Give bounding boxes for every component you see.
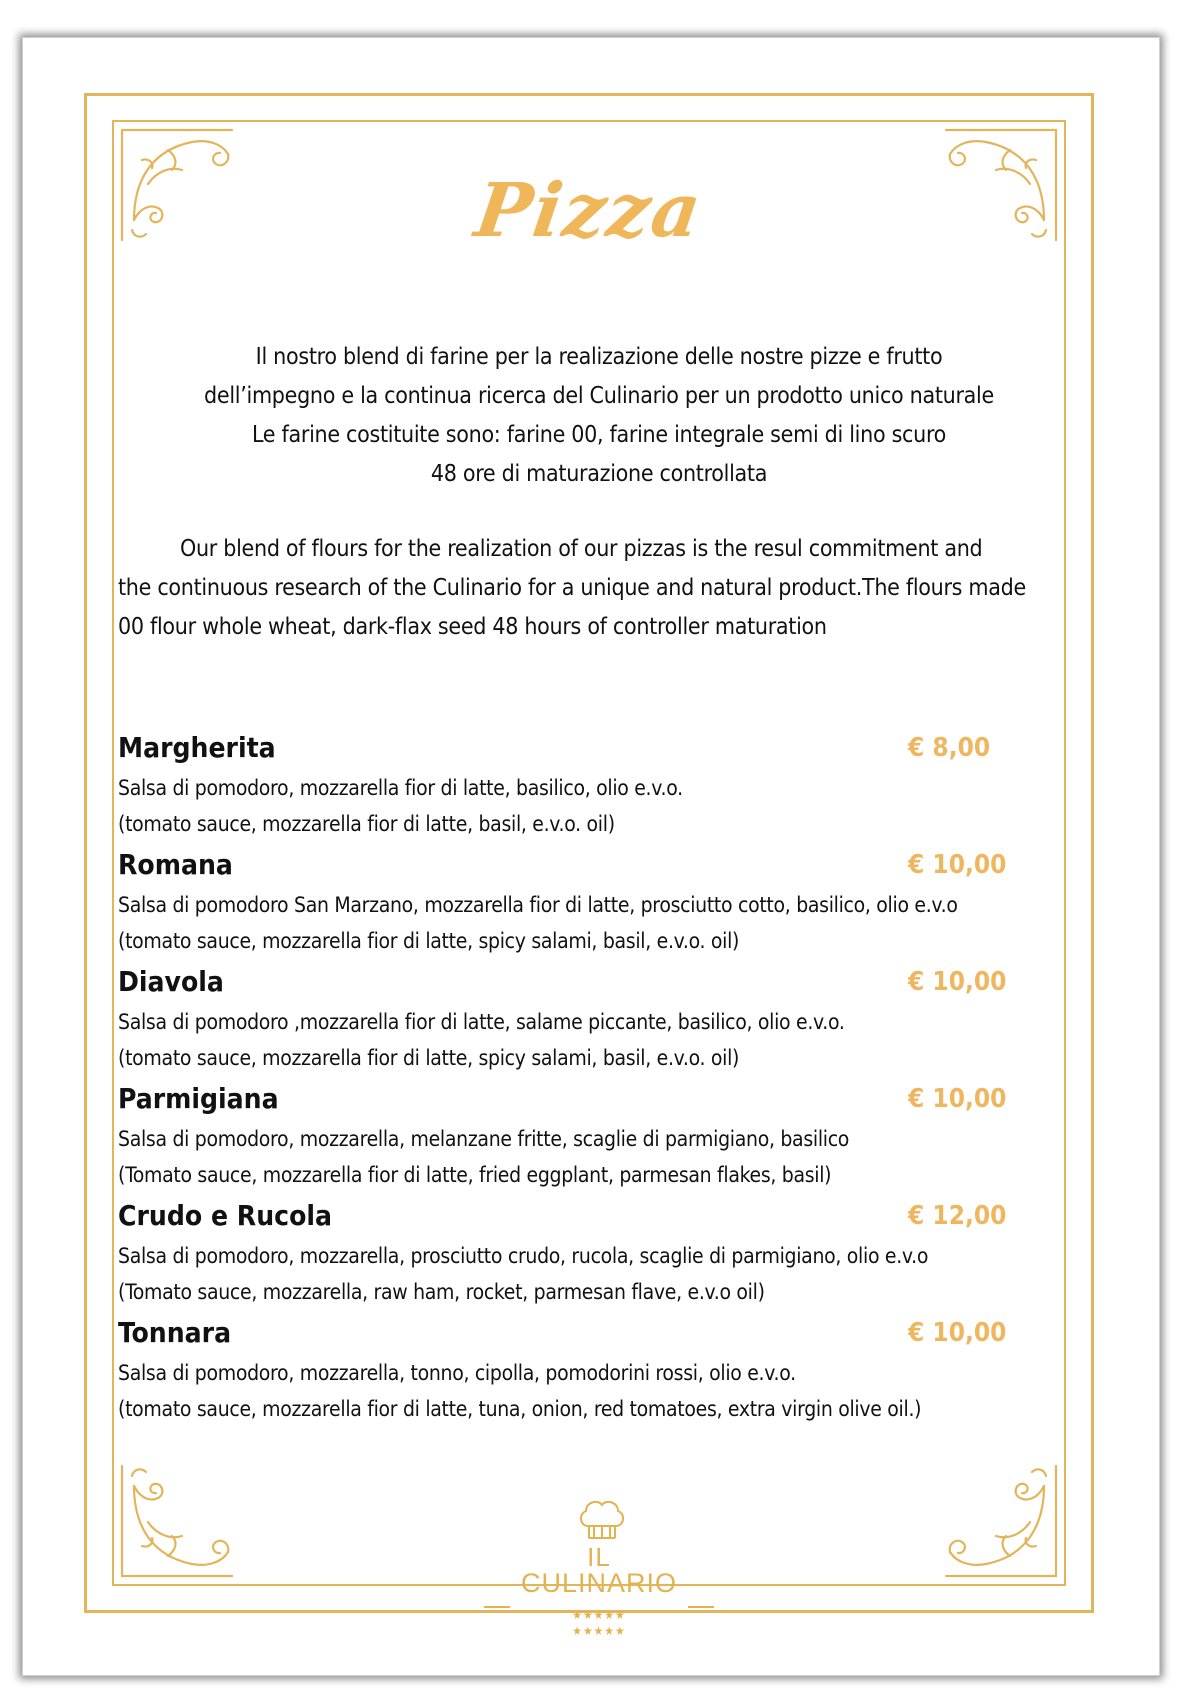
logo-text-brand: CULINARIO	[520, 1568, 678, 1598]
intro-en-line: 00 flour whole wheat, dark-flax seed 48 hours of controller maturation	[118, 614, 827, 640]
chef-hat-icon	[576, 1496, 628, 1544]
menu-item-description	[118, 1238, 928, 1310]
menu-item-desc-en: (tomato sauce, mozzarella fior di latte, spicy salami, basil, e.v.o. oil)	[118, 929, 740, 953]
logo-stars-row: ★★★★★	[572, 1608, 626, 1622]
menu-item-price: € 12,00	[908, 1201, 1007, 1231]
intro-en-line: Our blend of flours for the realization of our pizzas is the resul commitment and	[180, 536, 983, 562]
menu-item	[118, 1079, 1018, 1196]
pizza-menu-list	[118, 728, 1018, 1430]
intro-it-line: dell’impegno e la continua ricerca del Culinario per un prodotto unico naturale	[204, 383, 994, 409]
logo-stars-row: ★★★★★	[572, 1624, 626, 1638]
page-title: Pizza	[470, 168, 708, 254]
menu-item-price: € 8,00	[908, 733, 991, 763]
menu-item-desc-en: (tomato sauce, mozzarella fior di latte, tuna, onion, red tomatoes, extra virgin olive oil.)	[118, 1397, 922, 1421]
menu-item-price: € 10,00	[908, 967, 1007, 997]
menu-item-name: Diavola	[118, 965, 224, 998]
menu-item-name: Crudo e Rucola	[118, 1199, 333, 1232]
menu-item-desc-en: (tomato sauce, mozzarella fior di latte, basil, e.v.o. oil)	[118, 812, 615, 836]
il-culinario-logo	[484, 1496, 714, 1646]
intro-italian	[118, 338, 1080, 494]
menu-item-desc-it: Salsa di pomodoro, mozzarella, tonno, cipolla, pomodorini rossi, olio e.v.o.	[118, 1361, 796, 1385]
menu-item-description	[118, 770, 683, 842]
menu-item	[118, 1196, 1018, 1313]
menu-item-desc-it: Salsa di pomodoro San Marzano, mozzarella fior di latte, prosciutto cotto, basilico, olio e.v.o	[118, 893, 958, 917]
ornament-corner-bottom-right-icon	[936, 1456, 1066, 1586]
menu-item-price: € 10,00	[908, 850, 1007, 880]
intro-en-line: the continuous research of the Culinario for a unique and natural product.The flours made	[118, 575, 1026, 601]
menu-item-desc-it: Salsa di pomodoro, mozzarella fior di latte, basilico, olio e.v.o.	[118, 776, 683, 800]
menu-item	[118, 845, 1018, 962]
menu-item-desc-en: (Tomato sauce, mozzarella, raw ham, rocket, parmesan flave, e.v.o oil)	[118, 1280, 765, 1304]
menu-item-description	[118, 887, 958, 959]
intro-it-line: Le farine costituite sono: farine 00, farine integrale semi di lino scuro	[251, 422, 946, 448]
menu-item-name: Margherita	[118, 731, 276, 764]
intro-it-line: Il nostro blend di farine per la realizazione delle nostre pizze e frutto	[255, 344, 943, 370]
menu-item-desc-en: (Tomato sauce, mozzarella fior di latte, fried eggplant, parmesan flakes, basil)	[118, 1163, 832, 1187]
menu-item-desc-it: Salsa di pomodoro ,mozzarella fior di latte, salame piccante, basilico, olio e.v.o.	[118, 1010, 845, 1034]
intro-it-line: 48 ore di maturazione controllata	[430, 461, 768, 487]
menu-item-description	[118, 1355, 921, 1427]
intro-english	[118, 530, 1080, 647]
menu-item-description	[118, 1004, 845, 1076]
menu-item-desc-it: Salsa di pomodoro, mozzarella, prosciutto crudo, rucola, scaglie di parmigiano, olio e.v.o	[118, 1244, 929, 1268]
menu-item	[118, 962, 1018, 1079]
menu-item	[118, 1313, 1018, 1430]
menu-item-name: Tonnara	[118, 1316, 232, 1349]
menu-item-price: € 10,00	[908, 1318, 1007, 1348]
menu-item-description	[118, 1121, 849, 1193]
ornament-corner-bottom-left-icon	[112, 1456, 242, 1586]
logo-text-il: IL	[587, 1542, 611, 1572]
menu-item-name: Parmigiana	[118, 1082, 279, 1115]
menu-item	[118, 728, 1018, 845]
menu-item-desc-it: Salsa di pomodoro, mozzarella, melanzane fritte, scaglie di parmigiano, basilico	[118, 1127, 850, 1151]
menu-item-desc-en: (tomato sauce, mozzarella fior di latte, spicy salami, basil, e.v.o. oil)	[118, 1046, 740, 1070]
menu-item-name: Romana	[118, 848, 233, 881]
menu-item-price: € 10,00	[908, 1084, 1007, 1114]
